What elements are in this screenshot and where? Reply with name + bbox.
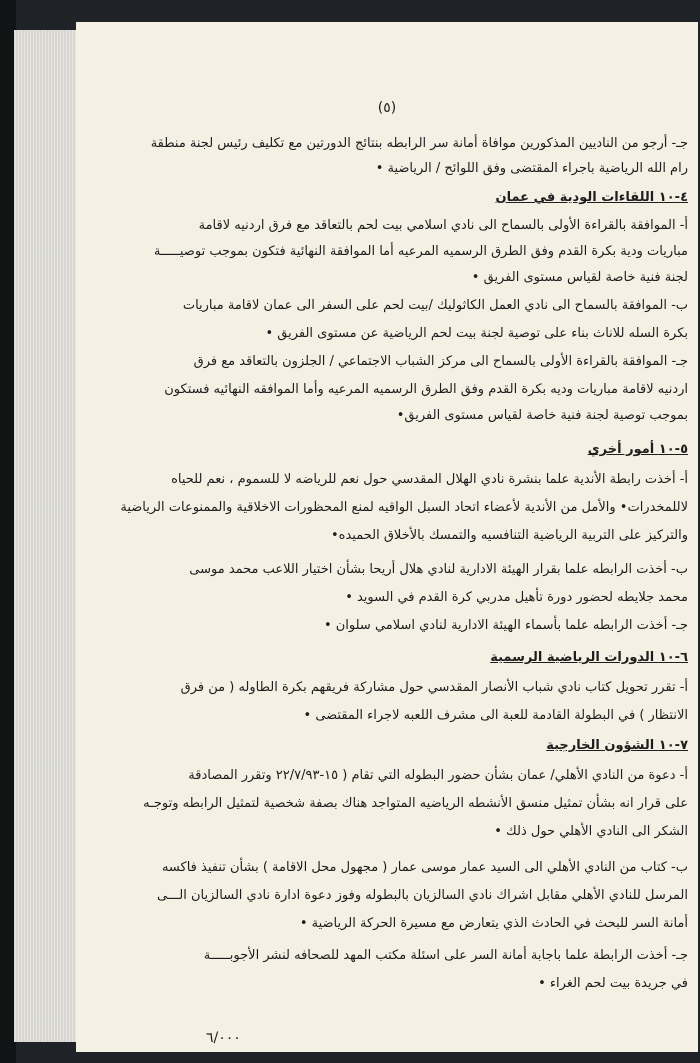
paragraph-line: جـ- أخذت الرابطة علما باجابة أمانة السر على اسئلة مكتب المهد للصحافه لنشر الأجوبـــــة bbox=[203, 948, 688, 963]
document-body bbox=[90, 22, 688, 1052]
paragraph-line: جـ- الموافقة بالقراءة الأولى بالسماح الى مركز الشباب الاجتماعي / الجلزون بالتعاقد مع فرق bbox=[193, 354, 688, 369]
paragraph-line: أمانة السر للبحث في الحادث الذي يتعارض مع مسيرة الحركة الرياضية • bbox=[299, 916, 688, 931]
section-heading: ٤-١٠ اللقاءات الودية في عمان bbox=[495, 190, 688, 205]
paragraph-line: جـ- أخذت الرابطه علما بأسماء الهيئة الادارية لنادي اسلامي سلوان • bbox=[323, 618, 688, 633]
paragraph-line: بموجب توصية لجنة فنية خاصة لقياس مستوى الفريق• bbox=[396, 408, 688, 423]
paragraph-line: رام الله الرياضية باجراء المقتضى وفق اللوائح / الرياضية • bbox=[375, 161, 688, 176]
paragraph-line: المرسل للنادي الأهلي مقابل اشراك نادي السالزيان بالبطوله وفوز دعوة ادارة نادي السالزيان الـــى bbox=[157, 888, 688, 903]
section-heading: ٧-١٠ الشؤون الخارجية bbox=[546, 738, 688, 753]
paragraph-line: الشكر الى النادي الأهلي حول ذلك • bbox=[494, 824, 688, 839]
paragraph-line: اردنيه لاقامة مباريات وديه بكرة القدم وفق الطرق الرسميه المرعيه وأما الموافقه النهائيه فستكون bbox=[164, 382, 688, 397]
paragraph-line: لاللمخدرات• والأمل من الأندية لأعضاء اتحاد السبل الواقيه لمنع المحظورات الاخلاقية والممنوعات الرياضية bbox=[120, 500, 688, 515]
paragraph-line: لجنة فنية خاصة لقياس مستوى الفريق • bbox=[471, 270, 688, 285]
document-page bbox=[76, 22, 698, 1052]
paragraph-line: ب- الموافقة بالسماح الى نادي العمل الكاثوليك /بيت لحم على السفر الى عمان لاقامة مباريات bbox=[182, 298, 688, 313]
paragraph-line: جـ- أرجو من الناديين المذكورين موافاة أمانة سر الرابطه بنتائج الدورتين مع تكليف رئيس لجنة منطقة bbox=[150, 136, 688, 151]
paragraph-line: والتركيز على التربية الرياضية التنافسيه والتمسك بالأخلاق الحميده• bbox=[331, 528, 688, 543]
paragraph-line: أ- الموافقة بالقراءة الأولى بالسماح الى نادي اسلامي بيت لحم بالتعاقد مع فرق اردنيه لاقامة bbox=[198, 218, 688, 233]
paragraph-line: أ- أخذت رابطة الأندية علما بنشرة نادي الهلال المقدسي حول نعم للرياضه لا للسموم ، نعم للحياه bbox=[171, 472, 688, 487]
paragraph-line: في جريدة بيت لحم الغراء • bbox=[538, 976, 688, 991]
footer-reference: ٦/٠٠٠ bbox=[206, 1030, 241, 1046]
paragraph-line: بكرة السله للاناث بناء على توصية لجنة بيت لحم الرياضية عن مستوى الفريق • bbox=[265, 326, 688, 341]
paragraph-line: الانتظار ) في البطولة القادمة للعبة الى مشرف اللعبه لاجراء المقتضى • bbox=[303, 708, 688, 723]
section-heading: ٦-١٠ الدورات الرياضية الرسمية bbox=[490, 650, 688, 665]
page-number: (٥) bbox=[377, 100, 397, 116]
page-stack-edge bbox=[14, 30, 84, 1042]
paragraph-line: أ- دعوة من النادي الأهلي/ عمان بشأن حضور البطوله التي تقام ( ١٥-٢٢/٧/٩٣ وتقرر المصادقة bbox=[188, 768, 688, 783]
paragraph-line: على قرار انه بشأن تمثيل منسق الأنشطه الرياضيه المتواجد هناك بصفة شخصية لتمثيل الرابطه وتوجـه bbox=[143, 796, 688, 811]
paragraph-line: ب- كتاب من النادي الأهلي الى السيد عمار موسى عمار ( مجهول محل الاقامة ) بشأن تنفيذ فاكسه bbox=[161, 860, 688, 875]
paragraph-line: أ- تقرر تحويل كتاب نادي شباب الأنصار المقدسي حول مشاركة فريقهم بكرة الطاوله ( من فرق bbox=[180, 680, 688, 695]
section-heading: ٥-١٠ أمور أخري bbox=[587, 442, 688, 457]
paragraph-line: محمد جلايطه لحضور دورة تأهيل مدربي كرة القدم في السويد • bbox=[345, 590, 688, 605]
paragraph-line: ب- أخذت الرابطه علما بقرار الهيئة الادارية لنادي هلال أريحا بشأن اختيار اللاعب محمد موسى bbox=[189, 562, 688, 577]
paragraph-line: مباريات ودية بكرة القدم وفق الطرق الرسميه المرعيه أما الموافقة النهائية فتكون بموجب توصيـــــة bbox=[153, 244, 688, 259]
